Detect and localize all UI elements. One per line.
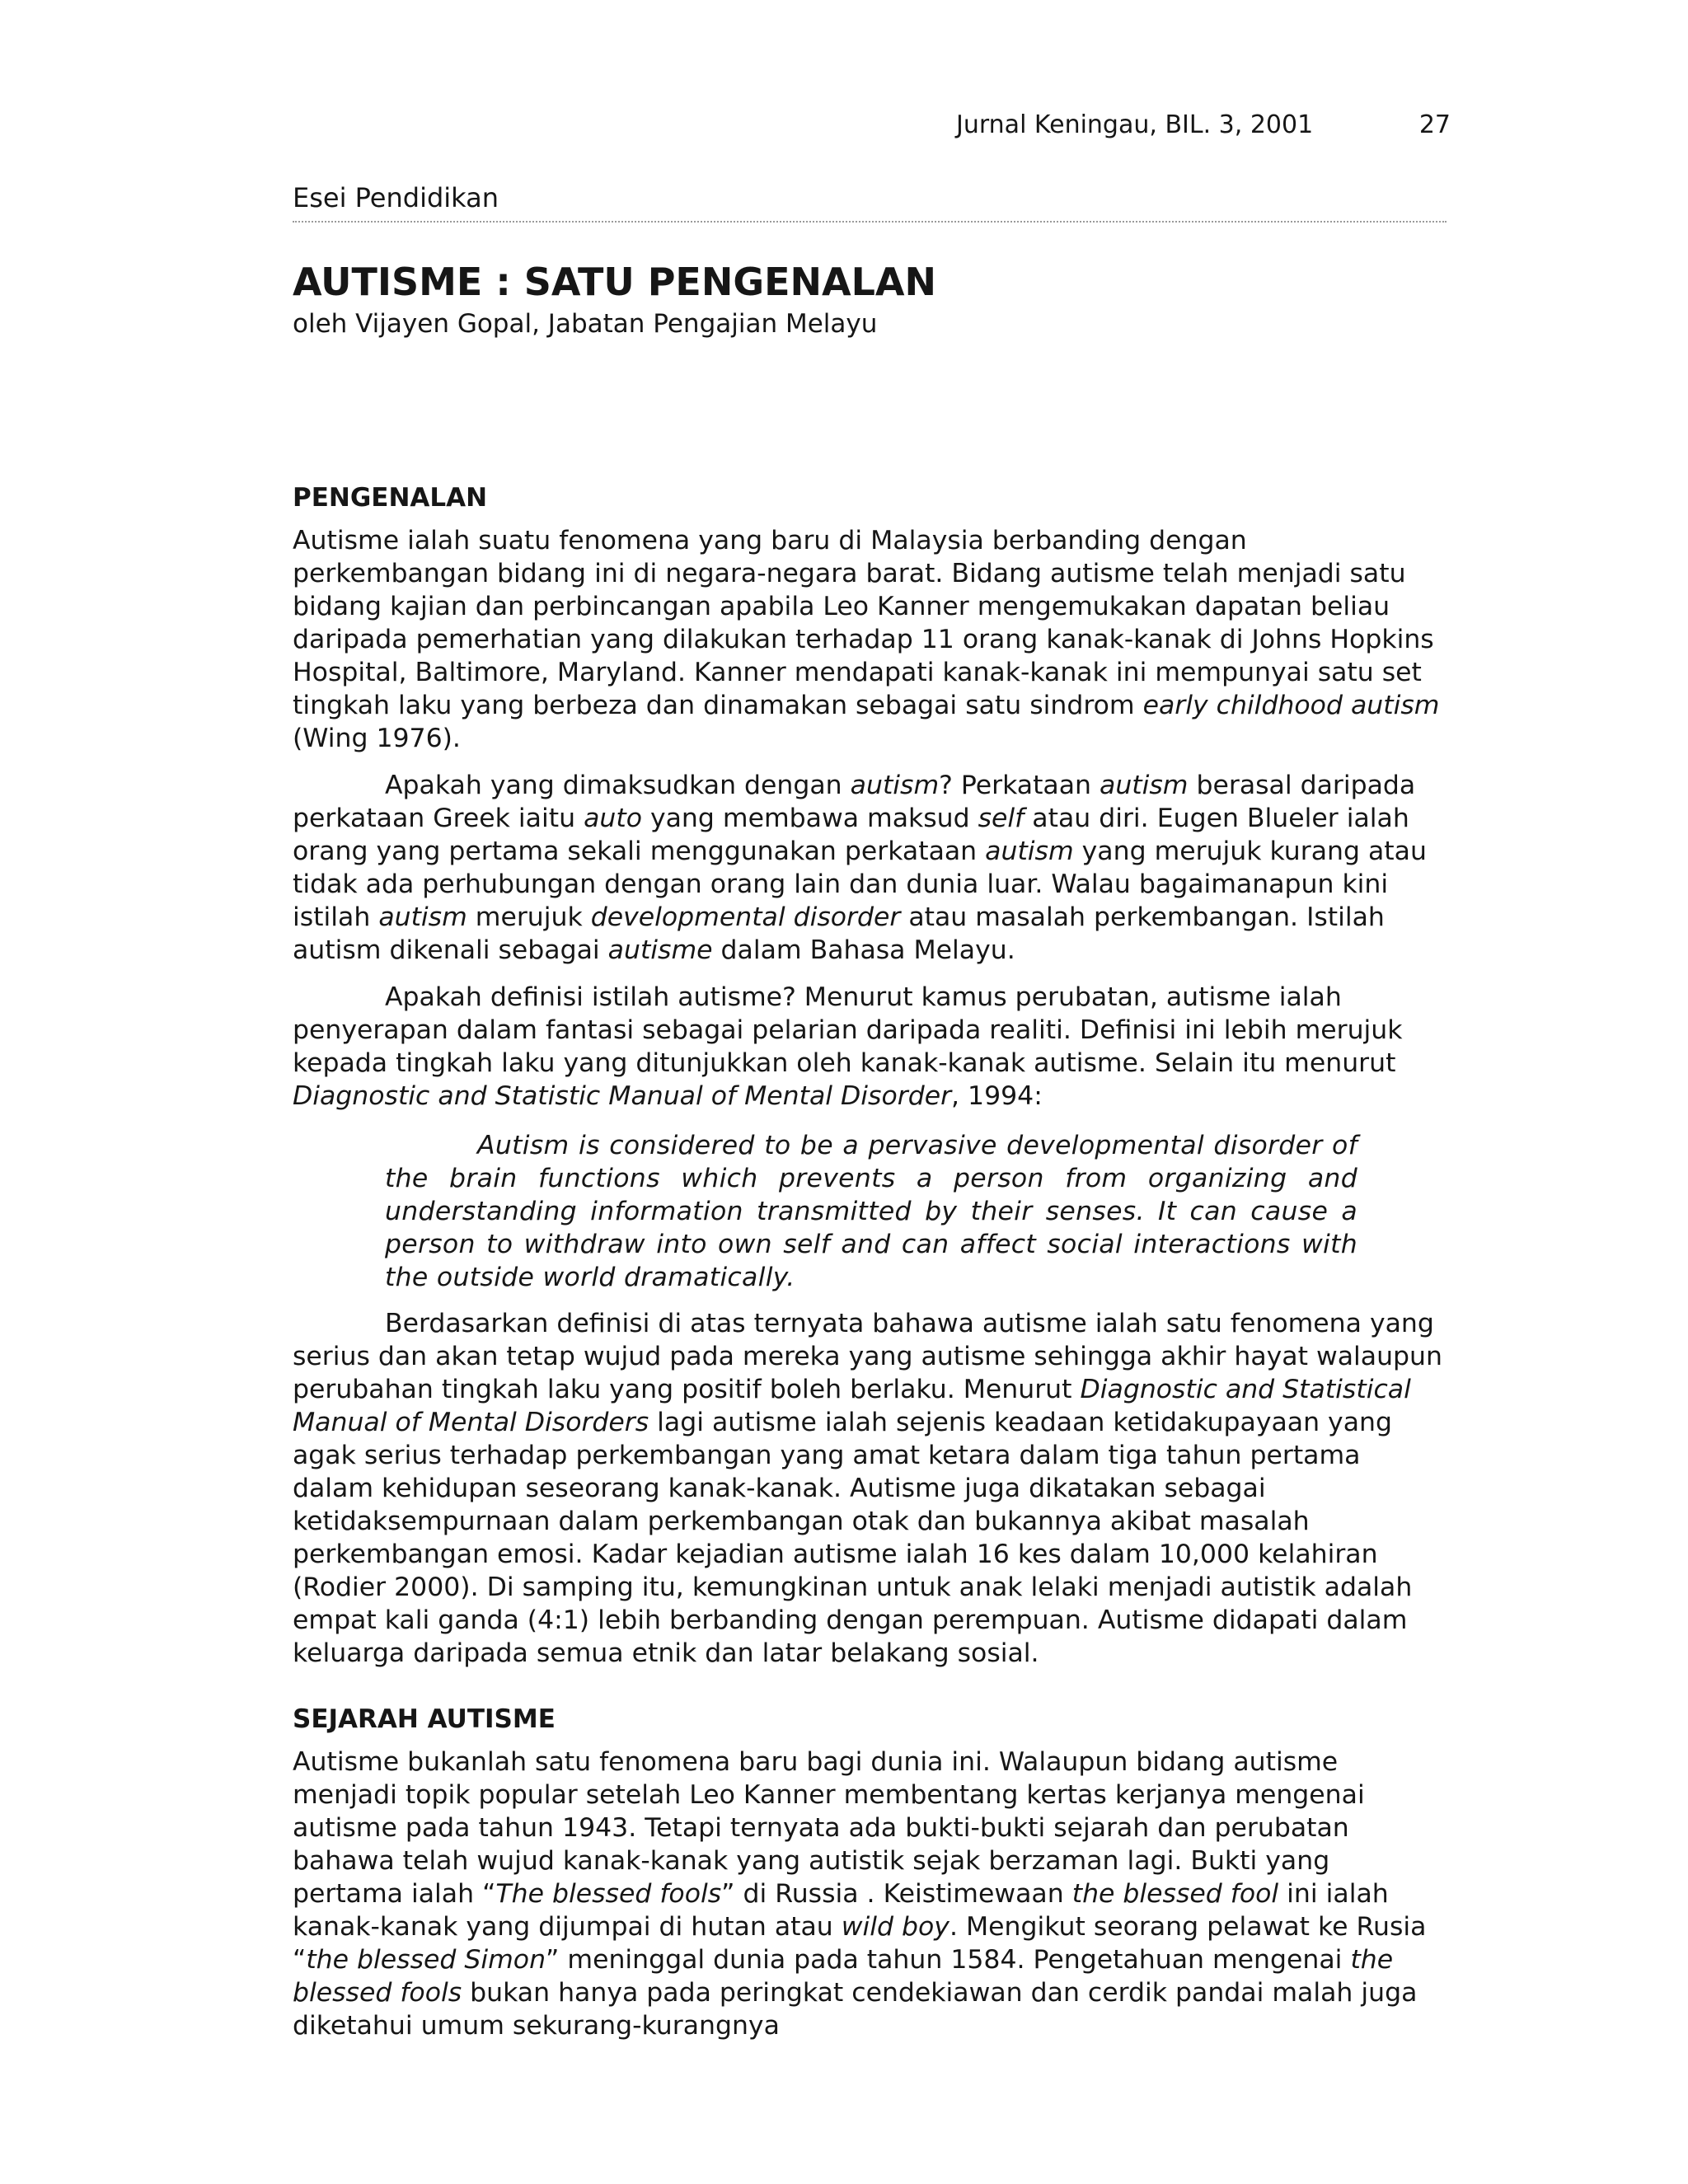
paragraph: Autisme ialah suatu fenomena yang baru di Malaysia berbanding dengan perkembangan bidang ini di negara-negara barat. Bidang autisme telah menjadi satu bidang kajian dan perbincangan apabila Leo Kanner mengemukakan dapatan beliau daripada pemerhatian yang dilakukan terhadap 11 orang kanak-kanak di Johns Hopkins Hospital, Baltimore, Maryland. Kanner mendapati kanak-kanak ini mempunyai satu set tingkah laku yang berbeza dan dinamakan sebagai satu sindrom early childhood autism (Wing 1976). [293,526,1440,753]
emphasis-term: the blessed fool [1071,1879,1279,1909]
journal-citation: Jurnal Keningau, BIL. 3, 2001 [956,110,1314,139]
section-label: Esei Pendidikan [293,182,499,213]
emphasis-term: the blessed fools [293,1945,1394,2008]
emphasis-term: developmental disorder [590,902,901,932]
paragraph: Apakah yang dimaksudkan dengan autism? Perkataan autism berasal daripada perkataan Greek iaitu auto yang membawa maksud self atau diri. Eugen Blueler ialah orang yang pertama sekali menggunakan perkataan autism yang merujuk kurang atau tidak ada perhubungan dengan orang lain dan dunia luar. Walau bagaimanapun kini istilah autism merujuk developmental disorder atau masalah perkembangan. Istilah autism dikenali sebagai autisme dalam Bahasa Melayu. [293,771,1427,965]
section-heading-pengenalan: PENGENALAN [293,483,488,513]
emphasis-term: autism [1100,771,1189,800]
paragraph: Apakah definisi istilah autisme? Menurut kamus perubatan, autisme ialah penyerapan dalam fantasi sebagai pelarian daripada realiti. Definisi ini lebih merujuk kepada tingkah laku yang ditunjukkan oleh kanak-kanak autisme. Selain itu menurut Diagnostic and Statistic Manual of Mental Disorder, 1994: [293,982,1403,1111]
emphasis-term: autisme [607,935,713,965]
emphasis-term: autism [378,902,467,932]
block-quote: Autism is considered to be a pervasive developmental disorder of the brain functions which prevents a person from organizing and understanding information transmitted by their senses. It can cause a person to withdraw into own self and can affect social interactions with the outside world dramatically. [385,1131,1357,1292]
emphasis-term: Diagnostic and Statistic Manual of Mental Disorder [293,1081,952,1111]
emphasis-term: early childhood autism [1142,691,1440,720]
page-number: 27 [1418,110,1451,139]
emphasis-term: the blessed Simon [306,1945,546,1975]
paragraph: Autisme bukanlah satu fenomena baru bagi dunia ini. Walaupun bidang autisme menjadi topik popular setelah Leo Kanner membentang kertas kerjanya mengenai autisme pada tahun 1943. Tetapi ternyata ada bukti-bukti sejarah dan perubatan bahawa telah wujud kanak-kanak yang autistik sejak berzaman lagi. Bukti yang pertama ialah “The blessed fools” di Russia . Keistimewaan the blessed fool ini ialah kanak-kanak yang dijumpai di hutan atau wild boy. Mengikut seorang pelawat ke Rusia “the blessed Simon” meninggal dunia pada tahun 1584. Pengetahuan mengenai the blessed fools bukan hanya pada peringkat cendekiawan dan cerdik pandai malah juga diketahui umum sekurang-kurangnya [293,1747,1427,2041]
emphasis-term: wild boy [841,1912,950,1942]
emphasis-term: autism [985,837,1074,866]
emphasis-term: self [978,804,1025,833]
article-title: AUTISME : SATU PENGENALAN [293,260,937,304]
emphasis-term: auto [584,804,642,833]
emphasis-term: The blessed fools [495,1879,722,1909]
emphasis-term: autism [850,771,940,800]
article-column [293,180,1447,2056]
emphasis-term: Diagnostic and Statistical Manual of Mental Disorders [293,1375,1411,1437]
section-heading-sejarah: SEJARAH AUTISME [293,1704,556,1734]
header-divider [293,221,1447,223]
paragraph: Berdasarkan definisi di atas ternyata bahawa autisme ialah satu fenomena yang serius dan akan tetap wujud pada mereka yang autisme sehingga akhir hayat walaupun perubahan tingkah laku yang positif boleh berlaku. Menurut Diagnostic and Statistical Manual of Mental Disorders lagi autisme ialah sejenis keadaan ketidakupayaan yang agak serius terhadap perkembangan yang amat ketara dalam tiga tahun pertama dalam kehidupan seseorang kanak-kanak. Autisme juga dikatakan sebagai ketidaksempurnaan dalam perkembangan otak dan bukannya akibat masalah perkembangan emosi. Kadar kejadian autisme ialah 16 kes dalam 10,000 kelahiran (Rodier 2000). Di samping itu, kemungkinan untuk anak lelaki menjadi autistik adalah empat kali ganda (4:1) lebih berbanding dengan perempuan. Autisme didapati dalam keluarga daripada semua etnik dan latar belakang sosial. [293,1309,1442,1668]
article-byline: oleh Vijayen Gopal, Jabatan Pengajian Melayu [293,309,878,339]
